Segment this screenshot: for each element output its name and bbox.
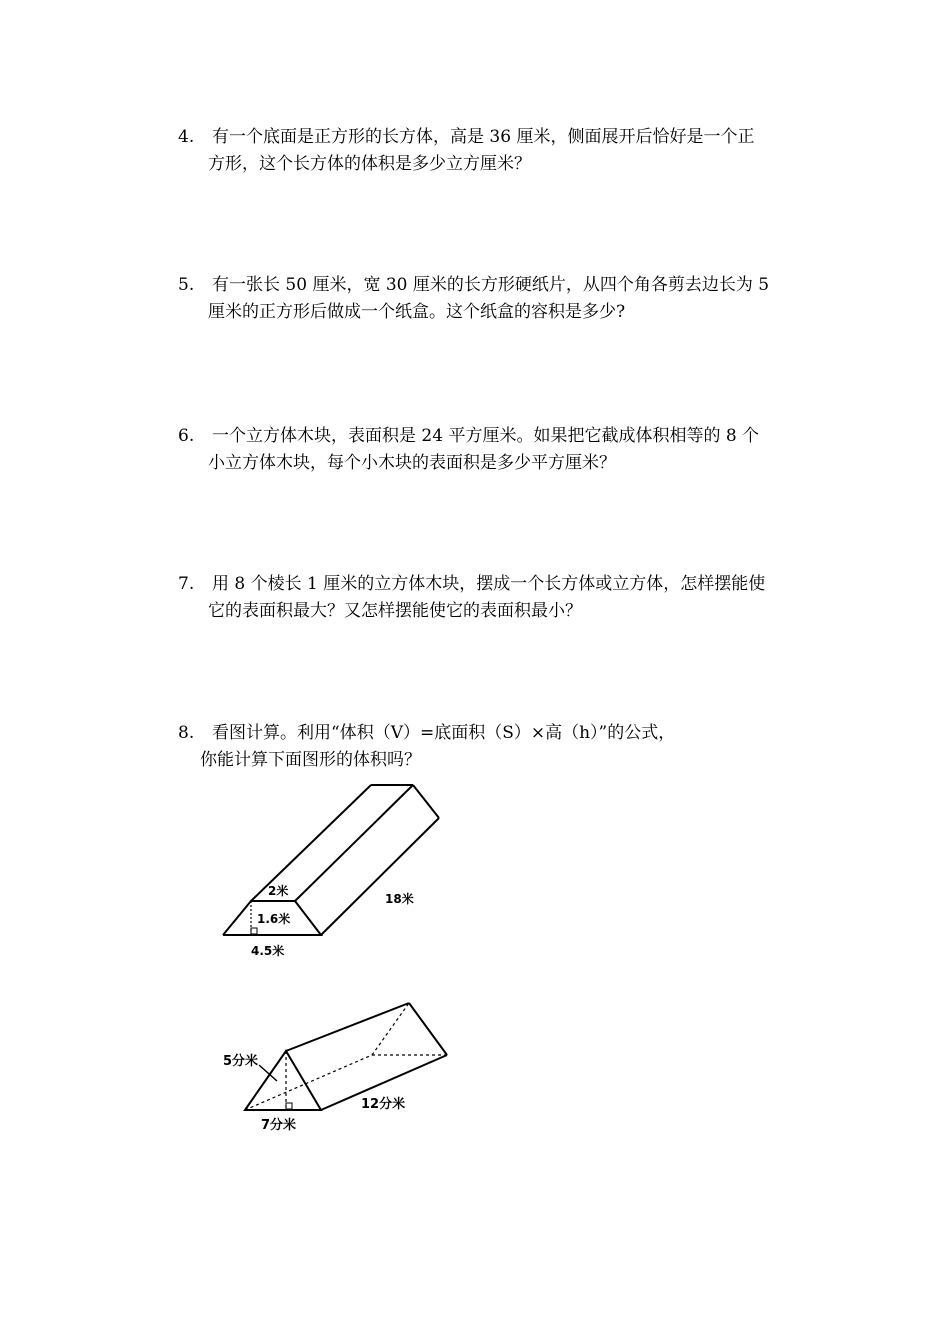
question-text-line1: 用 8 个棱长 1 厘米的立方体木块，摆成一个长方体或立方体，怎样摆能使 — [212, 574, 766, 594]
height-label: 1.6米 — [257, 912, 291, 926]
question-4 — [178, 124, 818, 178]
question-number: 5. — [178, 275, 195, 295]
question-number: 6. — [178, 426, 195, 446]
bottom-edge-label: 4.5米 — [251, 944, 285, 958]
question-5 — [178, 272, 818, 326]
question-number: 4. — [178, 127, 195, 147]
top-edge-label: 2米 — [268, 884, 289, 898]
question-text-line2: 厘米的正方形后做成一个纸盒。这个纸盒的容积是多少? — [208, 302, 626, 322]
prism-edge — [413, 785, 439, 818]
question-7 — [178, 571, 818, 625]
question-number: 7. — [178, 574, 195, 594]
right-angle-mark — [251, 928, 257, 934]
right-angle-mark — [286, 1103, 292, 1109]
question-8 — [178, 720, 818, 774]
base-edge-label: 7分米 — [261, 1118, 297, 1133]
question-text-line2: 你能计算下面图形的体积吗？ — [200, 750, 421, 770]
question-text-line1: 一个立方体木块，表面积是 24 平方厘米。如果把它截成体积相等的 8 个 — [212, 426, 760, 446]
question-text-line2: 它的表面积最大？又怎样摆能使它的表面积最小？ — [208, 601, 582, 621]
question-6 — [178, 423, 818, 477]
question-text-line2: 方形，这个长方体的体积是多少立方厘米？ — [208, 154, 531, 174]
side-edge-label: 5分米 — [223, 1054, 259, 1069]
question-text-line1: 有一个底面是正方形的长方体，高是 36 厘米，侧面展开后恰好是一个正 — [212, 127, 755, 147]
triangle-prism-figure — [215, 995, 465, 1145]
prism-edge — [409, 1003, 447, 1055]
question-text-line2: 小立方体木块，每个小木块的表面积是多少平方厘米？ — [208, 453, 616, 473]
question-text-line1: 看图计算。利用“体积（V）=底面积（S）×高（h）”的公式， — [212, 723, 676, 743]
length-label: 18米 — [385, 892, 414, 906]
length-label: 12分米 — [361, 1097, 406, 1112]
prism-edge — [286, 1003, 409, 1051]
question-text-line1: 有一张长 50 厘米，宽 30 厘米的长方形硬纸片，从四个角各剪去边长为 5 — [212, 275, 770, 295]
question-number: 8. — [178, 723, 195, 743]
prism-edge — [321, 818, 439, 935]
trapezoid-prism-figure — [215, 775, 455, 965]
